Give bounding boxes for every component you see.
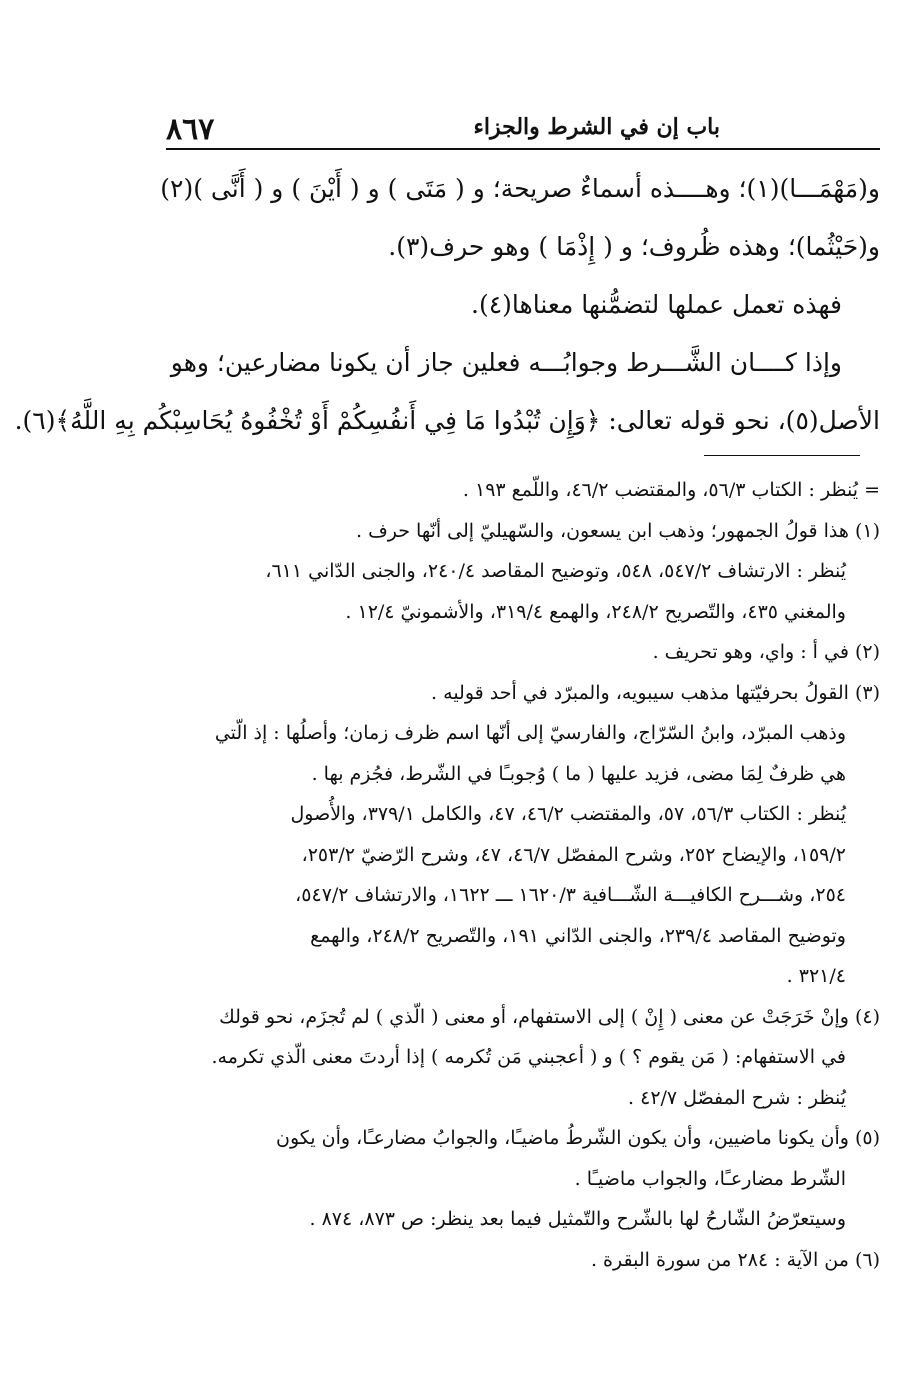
footnotes xyxy=(166,470,880,1280)
footnote-line: يُنظر : الكتاب ٥٦/٣، ٥٧، والمقتضب ٤٦/٢، ٤٧، والكامل ٣٧٩/١، والأُصول xyxy=(290,803,846,825)
footnote-line: وتوضيح المقاصد ٢٣٩/٤، والجنى الدّاني ١٩١، والتّصريح ٢٤٨/٢، والهمع xyxy=(310,924,846,947)
footnote-line: (٥) وأن يكونا ماضيين، وأن يكون الشّرطُ ماضيـًا، والجوابُ مضارعـًا، وأن يكون xyxy=(276,1127,880,1149)
main-line: الأصل(٥)، نحو قوله تعالى: ﴿وَإِن تُبْدُوا مَا فِي أَنفُسِكُمْ أَوْ تُخْفُوهُ يُحَاسِبْكُم بِهِ اللَّهُ﴾(٦). xyxy=(14,406,880,435)
footnote-line: ١٥٩/٢، والإيضاح ٢٥٢، وشرح المفصّل ٤٦/٧، ٤٧، وشرح الرّضيّ ٢٥٣/٢، xyxy=(301,843,846,866)
footnote-line: هي ظرفٌ لِمَا مضى، فزيد عليها ( ما ) وُجوبـًا في الشّرط، فجُزم بها . xyxy=(311,762,846,785)
footnote-line: يُنظر : الارتشاف ٥٤٧/٢، ٥٤٨، وتوضيح المقاصد ٢٤٠/٤، والجنى الدّاني ٦١١، xyxy=(265,560,846,582)
main-text xyxy=(14,160,880,450)
page-header xyxy=(166,112,880,148)
footnote-line: يُنظر : شرح المفصّل ٤٢/٧ . xyxy=(628,1086,846,1109)
footnote-line: (٤) وإنْ خَرَجَتْ عن معنى ( إِنْ ) إلى الاستفهام، أو معنى ( الّذي ) لم تُجزَم، نحو قولك xyxy=(219,1005,880,1028)
footnote-line: ٣٢١/٤ . xyxy=(786,965,846,987)
page-number: ٨٦٧ xyxy=(166,112,215,147)
footnote-line: الشّرط مضارعـًا، والجواب ماضيـًا . xyxy=(574,1167,846,1190)
running-title: باب إن في الشرط والجزاء xyxy=(473,114,720,140)
main-line: و(حَيْثُما)؛ وهذه ظُروف؛ و ( إِذْمَا ) وهو حرف(٣). xyxy=(388,232,880,261)
footnote-line: وذهب المبرّد، وابنُ السّرّاج، والفارسيّ إلى أنّها اسم ظرف زمان؛ وأصلُها : إذ الّتي xyxy=(214,722,846,744)
footnote-line: في الاستفهام: ( مَن يقوم ؟ ) و ( أعجبني مَن تُكرمه ) إذا أردتَ معنى الّذي تكرمه. xyxy=(211,1046,846,1068)
footnote-separator xyxy=(704,455,860,456)
footnote-line: والمغني ٤٣٥، والتّصريح ٢٤٨/٢، والهمع ٣١٩/٤، والأشمونيّ ١٢/٤ . xyxy=(345,600,846,623)
footnote-line: = يُنظر : الكتاب ٥٦/٣، والمقتضب ٤٦/٢، واللّمع ١٩٣ . xyxy=(462,479,880,501)
main-line: و(مَهْمَـــا)(١)؛ وهــــذه أسماءٌ صريحة؛ و ( مَتَى ) و ( أَيْنَ ) و ( أَنَّى )(٢) xyxy=(160,174,880,203)
footnote-line: (١) هذا قولُ الجمهور؛ وذهب ابن يسعون، والسّهيليّ إلى أنّها حرف . xyxy=(355,519,880,542)
footnote-line: وسيتعرّضُ الشّارحُ لها بالشّرح والتّمثيل فيما بعد ينظر: ص ٨٧٣، ٨٧٤ . xyxy=(309,1208,846,1230)
footnote-line: (٦) من الآية : ٢٨٤ من سورة البقرة . xyxy=(590,1248,880,1271)
main-line: وإذا كــــان الشَّـــرط وجوابُـــه فعلين جاز أن يكونا مضارعين؛ وهو xyxy=(170,348,842,377)
footnote-line: (٢) في أ : واي، وهو تحريف . xyxy=(652,641,880,663)
main-line: فهذه تعمل عملها لتضمُّنها معناها(٤). xyxy=(471,290,842,319)
footnote-line: ٢٥٤، وشـــرح الكافيـــة الشّـــافية ١٦٢٠/٣ ـــ ١٦٢٢، والارتشاف ٥٤٧/٢، xyxy=(295,884,846,906)
header-rule xyxy=(166,148,880,150)
footnote-line: (٣) القولُ بحرفيّتها مذهب سيبويه، والمبرّد في أحد قوليه . xyxy=(431,681,880,704)
